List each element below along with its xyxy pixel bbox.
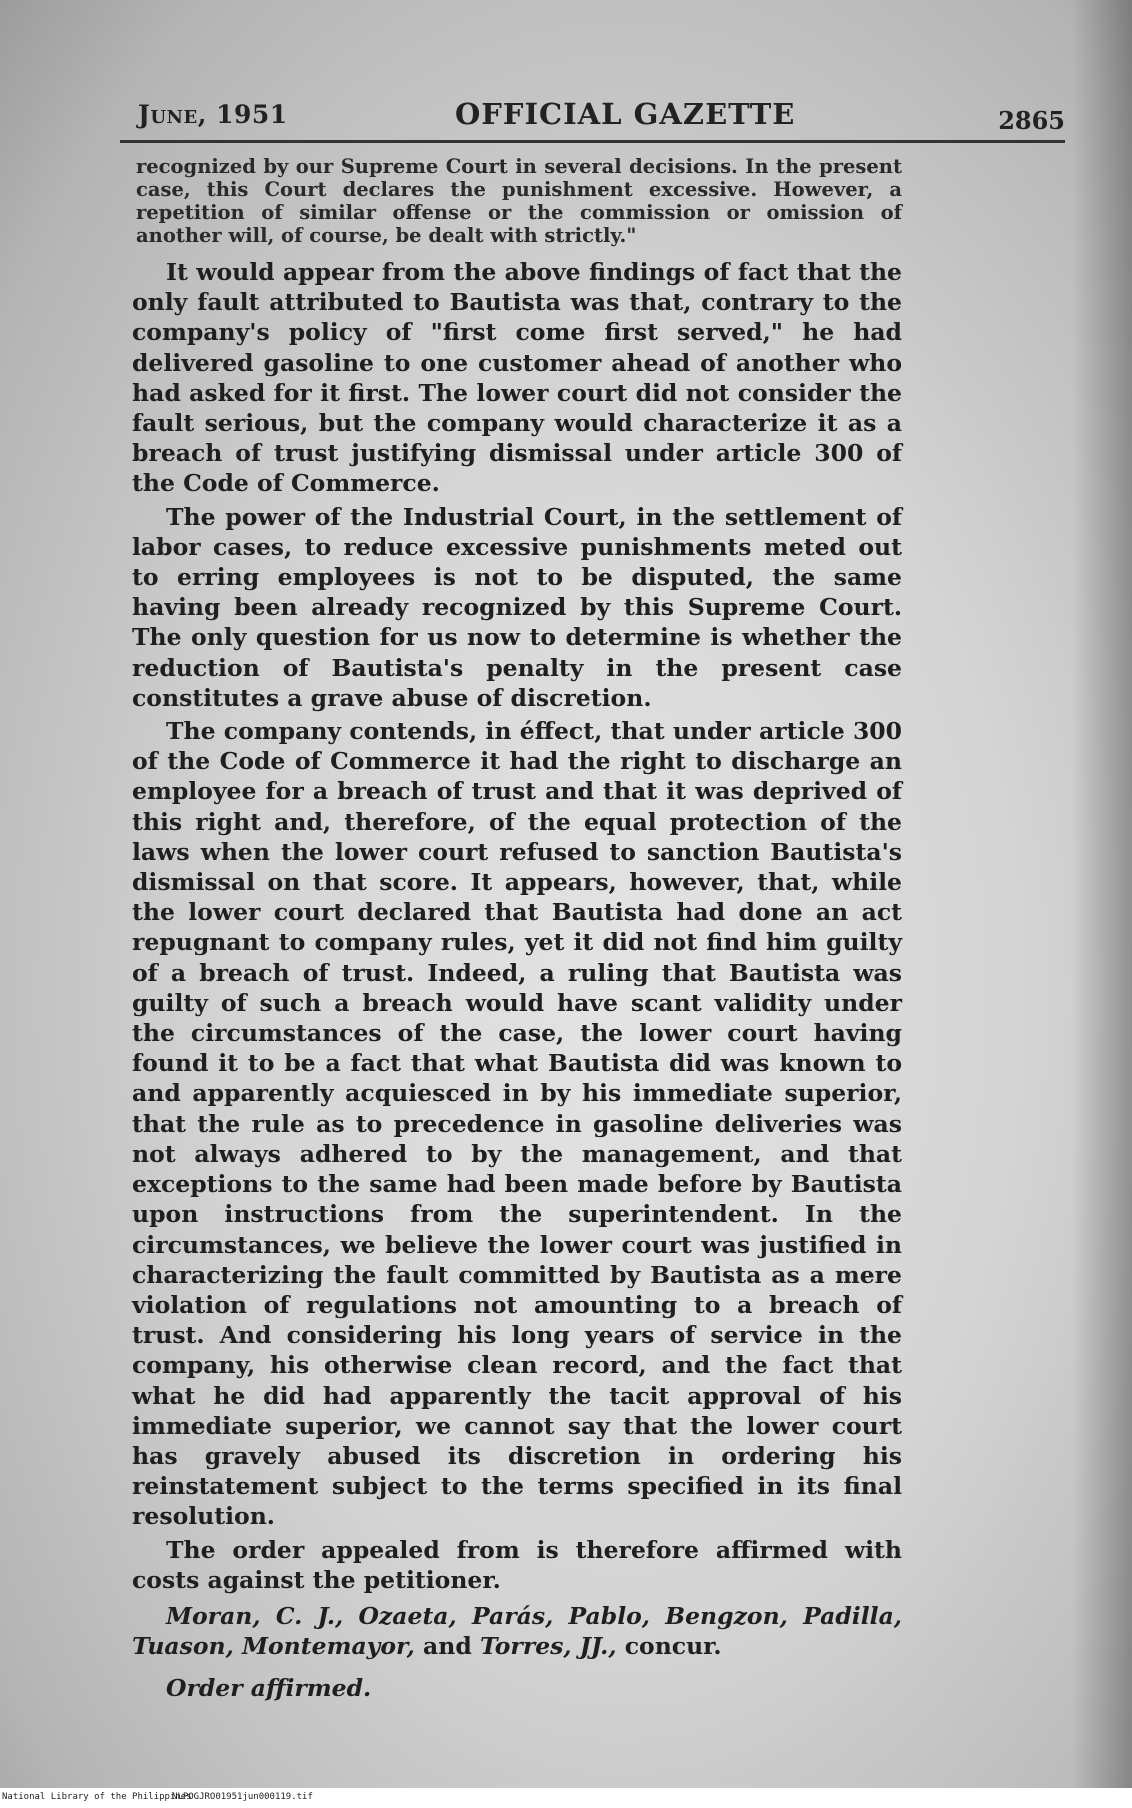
scan-footer-bar bbox=[0, 1788, 1132, 1808]
paragraph-company-contention: The company contends, in éffect, that under article 300 of the Code of Commerce it had the right to discharge an employee for a breach of trust and that it was deprived of this right and, therefore, of the equal protection of the laws when the lower court refused to sanction Bautista's dismissal on that score. It appears, however, that, while the lower court declared that Bautista had done an act repugnant to company rules, yet it did not find him guilty of a breach of trust. Indeed, a ruling that Bautista was guilty of such a breach would have scant validity under the circumstances of the case, the lower court having found it to be a fact that what Bautista did was known to and apparently acquiesced in by his immediate superior, that the rule as to precedence in gasoline deliveries was not always adhered to by the management, and that exceptions to the same had been made before by Bautista upon instructions from the superintendent. In the circumstances, we believe the lower court was justified in characterizing the fault committed by Bautista as a mere violation of regulations not amounting to a breach of trust. And considering his long years of service in the company, his otherwise clean record, and the fact that what he did had apparently the tacit approval of his immediate superior, we cannot say that the lower court has gravely abused its discretion in ordering his reinstatement subject to the terms specified in its final resolution. bbox=[132, 717, 902, 1531]
running-head bbox=[120, 92, 1065, 138]
body-text bbox=[132, 155, 902, 1703]
header-rule bbox=[120, 140, 1065, 143]
paragraph-order-affirmed: The order appealed from is therefore affirmed with costs against the petitioner. bbox=[132, 1535, 902, 1594]
gazette-page bbox=[120, 92, 1065, 1732]
paragraph-industrial-court-power: The power of the Industrial Court, in the settlement of labor cases, to reduce excessive punishments meted out to erring employees is not to be disputed, the same having been already recognized by this Supreme Court. The only question for us now to determine is whether the reduction of Bautista's penalty in the present case constitutes a grave abuse of discretion. bbox=[132, 502, 902, 712]
concurrence-verb: concur. bbox=[616, 1632, 722, 1661]
page-number: 2865 bbox=[998, 106, 1065, 135]
publication-title: OFFICIAL GAZETTE bbox=[455, 97, 796, 131]
disposition: Order affirmed. bbox=[166, 1674, 372, 1703]
paragraph-findings: It would appear from the above findings of fact that the only fault attributed to Bautista was that, contrary to the company's policy of "first come first served," he had delivered gasoline to one customer ahead of another who had asked for it first. The lower court did not consider the fault serious, but the company would characterize it as a breach of trust justifying dismissal under article 300 of the Code of Commerce. bbox=[132, 258, 902, 498]
library-credit: National Library of the Philippines bbox=[2, 1792, 192, 1802]
issue-date: June, 1951 bbox=[138, 100, 288, 129]
concurrence-line bbox=[132, 1601, 902, 1661]
concurring-justices: Moran, C. J., Ozaeta, Parás, Pablo, Bengzon, Padilla, Tuason, Montemayor, bbox=[132, 1601, 902, 1661]
concurring-justices-last: Torres, JJ., bbox=[479, 1632, 617, 1661]
quoted-passage: recognized by our Supreme Court in several decisions. In the present case, this Court declares the punishment excessive. However, a repetition of similar offense or the commission or omission of another will, of course, be dealt with strictly." bbox=[136, 155, 902, 247]
concurrence-conjunction: and bbox=[414, 1632, 480, 1661]
scan-filename: NLPOGJRO01951jun000119.tif bbox=[172, 1792, 313, 1802]
